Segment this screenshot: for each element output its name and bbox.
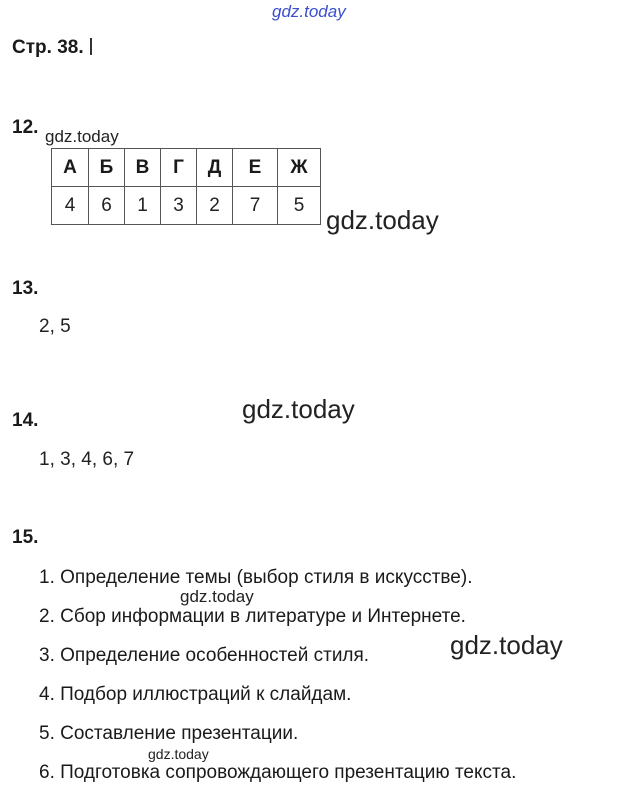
table-header-cell: Г bbox=[161, 149, 197, 187]
list-item: 2. Сбор информации в литературе и Интернете. bbox=[39, 606, 466, 627]
table-cell: 4 bbox=[52, 187, 89, 225]
text-cursor-icon bbox=[90, 38, 92, 55]
list-item: 6. Подготовка сопровождающего презентацию текста. bbox=[39, 762, 517, 783]
task-15-number: 15. bbox=[12, 527, 39, 548]
table-header-cell: Б bbox=[89, 149, 125, 187]
page-heading bbox=[12, 37, 92, 59]
watermark-center: gdz.today bbox=[242, 394, 355, 424]
answer-table bbox=[51, 148, 321, 225]
list-item: 4. Подбор иллюстраций к слайдам. bbox=[39, 684, 352, 705]
task-14-number: 14. bbox=[12, 410, 39, 431]
watermark-table: gdz.today bbox=[326, 205, 439, 235]
page-heading-text: Стр. 38. bbox=[12, 37, 84, 58]
table-cell: 6 bbox=[89, 187, 125, 225]
table-header-row bbox=[52, 149, 321, 187]
watermark-step3: gdz.today bbox=[450, 630, 563, 660]
list-item: 1. Определение темы (выбор стиля в искусстве). bbox=[39, 567, 473, 588]
table-cell: 5 bbox=[278, 187, 321, 225]
list-item: 5. Составление презентации. bbox=[39, 723, 299, 744]
table-header-cell: В bbox=[125, 149, 161, 187]
task-13-number: 13. bbox=[12, 278, 39, 299]
table-row bbox=[52, 187, 321, 225]
table-cell: 7 bbox=[233, 187, 278, 225]
task-12-number: 12. bbox=[12, 117, 39, 138]
table-header-cell: Е bbox=[233, 149, 278, 187]
task-13-answer: 2, 5 bbox=[39, 316, 71, 337]
table-cell: 2 bbox=[197, 187, 233, 225]
table-cell: 1 bbox=[125, 187, 161, 225]
table-header-cell: Д bbox=[197, 149, 233, 187]
list-item: 3. Определение особенностей стиля. bbox=[39, 645, 370, 666]
task-15-steps bbox=[39, 565, 516, 799]
watermark-step2: gdz.today bbox=[180, 587, 254, 606]
watermark-task12: gdz.today bbox=[45, 127, 119, 146]
task-14-answer: 1, 3, 4, 6, 7 bbox=[39, 449, 135, 470]
watermark-step6: gdz.today bbox=[148, 746, 209, 762]
table-header-cell: Ж bbox=[278, 149, 321, 187]
table-header-cell: А bbox=[52, 149, 89, 187]
watermark-top: gdz.today bbox=[272, 2, 346, 21]
table-cell: 3 bbox=[161, 187, 197, 225]
